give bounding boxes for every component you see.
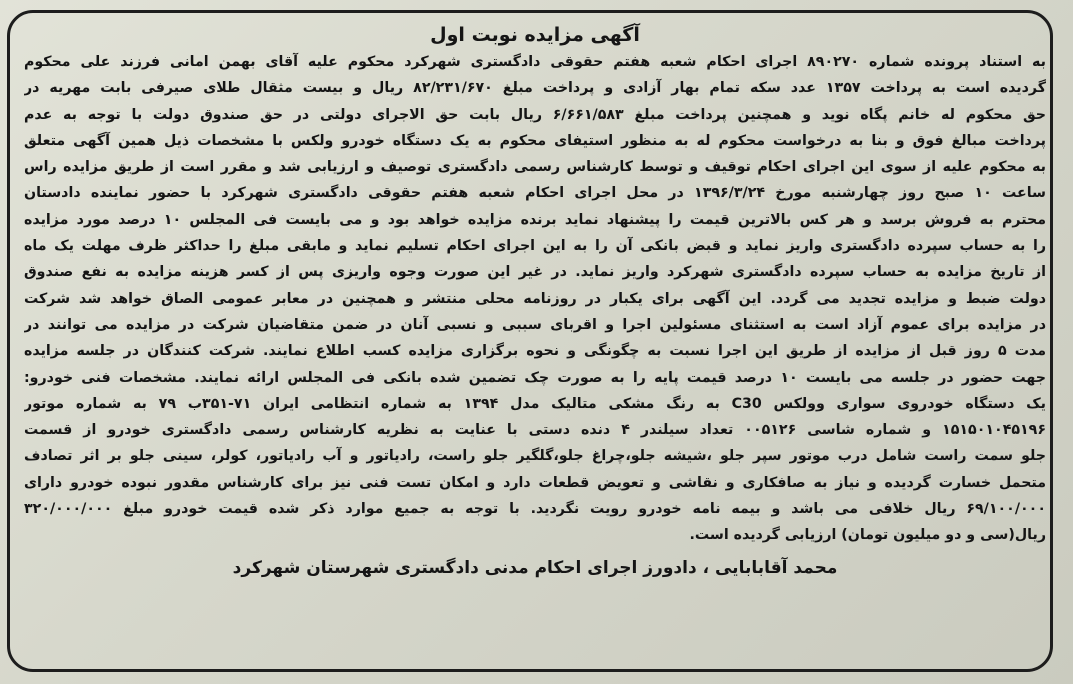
notice-line: به محکوم علیه از سوی این اجرای احکام توقیف و توسط کارشناس رسمی دادگستری توصیف و ارزیابی شد و مقرر است از طریق مزایده راس [24,159,1046,176]
notice-line: جلو سمت راست شامل درب موتور سپر جلو ،شیشه جلو،چراغ جلو،گلگیر جلو راست، رادیاتور و آب رادیاتور، کولر، سینی جلو بر اثر تصادف [24,448,1046,465]
auction-notice [24,22,1046,583]
notice-line: ساعت ۱۰ صبح روز چهارشنبه مورخ ۱۳۹۶/۳/۲۴ در محل اجرای احکام شعبه هفتم حقوقی دادگستری شهرکرد با حضور نماینده دادستان [24,185,1046,202]
notice-line: ۶۹/۱۰۰/۰۰۰ ریال خلافی می باشد و بیمه نامه خودرو رویت نگردید. با توجه به جمیع موارد ذکر شده قیمت خودرو مبلغ ۳۲۰/۰۰۰/۰۰۰ [24,501,1046,518]
notice-line: دولت ضبط و مزایده تجدید می گردد. این آگهی برای یکبار در روزنامه محلی منتشر و همچنین در معابر عمومی الصاق خواهد شد شرکت [24,290,1046,307]
notice-line: حق محکوم له خانم پگاه نوید و همچنین پرداخت مبلغ ۶/۶۶۱/۵۸۳ ریال بابت حق الاجرای دولتی در حق صندوق دولت با توجه به عدم [24,106,1046,123]
notice-line: گردیده است به پرداخت ۱۳۵۷ عدد سکه تمام بهار آزادی و پرداخت مبلغ ۸۲/۲۳۱/۶۷۰ ریال و بیست مثقال طلای صیرفی بابت مهریه در [24,80,1046,97]
notice-line: از تاریخ مزایده به حساب سپرده دادگستری شهرکرد واریز نماید. در غیر این صورت وجوه واریزی پس از کسر هزینه مزایده به نفع صندوق [24,264,1046,281]
notice-line: ۱۵۱۵۰۱۰۴۵۱۹۶ و شماره شاسی ۰۰۵۱۲۶ تعداد سیلندر ۴ دنده دستی با عنایت به نظریه کارشناس رسمی دادگستری خودرو از قسمت [24,422,1046,439]
notice-title: آگهی مزایده نوبت اول [430,24,640,46]
notice-line: یک دستگاه خودروی سواری وولکس C30 به رنگ مشکی متالیک مدل ۱۳۹۴ به شماره انتظامی ایران ۷۱-۳۵۱ب ۷۹ به شماره موتور [24,395,1046,412]
notice-line: به استناد پرونده شماره ۸۹۰۲۷۰ اجرای احکام شعبه هفتم حقوقی دادگستری شهرکرد محکوم علیه آقای بهمن امانی فرزند علی محکوم [24,54,1046,70]
notice-body [24,49,1046,549]
notice-line: ریال(سی و دو میلیون تومان) ارزیابی گردیده است. [689,527,1046,544]
notice-line: متحمل خسارت گردیده و نیاز به صافکاری و نقاشی و تعویض قطعات دارد و امکان تست فنی نیز برای کارشناس مقدور نبوده خودرو دارای [24,474,1046,491]
notice-line: جهت حضور در جلسه می بایست ۱۰ درصد قیمت پایه را به صورت چک تضمین شده بانکی فی المجلس ارائه نمایند. مشخصات فنی خودرو: [24,369,1046,386]
notice-line: را به حساب سپرده دادگستری واریز نماید و قبض بانکی آن را به این اجرای احکام تسلیم نماید و مابقی مبلغ را حداکثر ظرف مهلت یک ماه [24,238,1046,255]
notice-signature: محمد آقابابایی ، دادورز اجرای احکام مدنی دادگستری شهرستان شهرکرد [232,557,838,578]
notice-line: محترم به فروش برسد و هر کس بالاترین قیمت را پیشنهاد نماید برنده مزایده خواهد بود و می بایست فی المجلس ۱۰ درصد مورد مزایده [24,211,1046,228]
notice-line: پرداخت مبالغ فوق و بنا به درخواست محکوم له به منظور استیفای محکوم به یک دستگاه خودرو ولکس با مشخصات ذیل همین آگهی متعلق [24,132,1046,149]
notice-line: مدت ۵ روز قبل از مزایده از طریق این اجرا نسبت به چگونگی و نحوه برگزاری مزایده کسب اطلاع نمایند. شرکت کنندگان در جلسه مزایده [24,343,1046,360]
notice-line: در مزایده برای عموم آزاد است به استثنای مسئولین اجرا و اقربای سببی و نسبی آنان در ضمن متقاضیان شرکت در مزایده می توانند در [24,316,1046,333]
